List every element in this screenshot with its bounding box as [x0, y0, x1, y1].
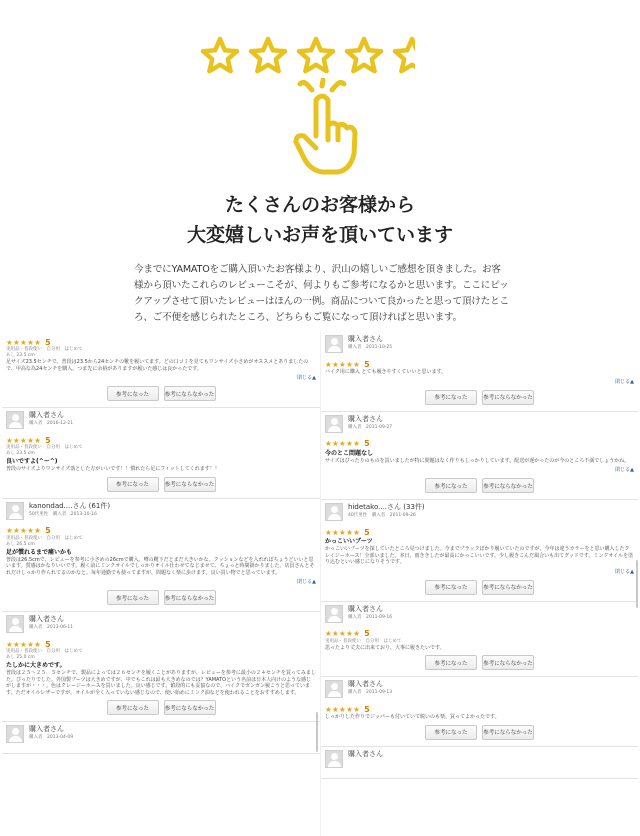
- rating: [325, 439, 634, 449]
- rating-score: 5: [45, 526, 51, 535]
- review-body: 普段は２５〜２５．５センチで、製品によっては２６センチを履くことがありますが、レビューを参考に最小の２４センチを買ってみました。ぴったりでした。外国製ブーツは大きめですが、中でもこれは最も大きめなのでは？YAMATOという名前は日本人向けのような感じがしますが・・・。色はクレージーホースを買いました。良い感じです。値段的にも妥協なので、バイクでガンガン履こうと思っています。ただオイルレザーですが、オイルが全く入っていない感じなので、使い始めにミンク油などを使われることをおすすめします。: [6, 670, 316, 696]
- reviewer-meta: 40代男性 購入者 2011-09-26: [348, 513, 416, 518]
- reviewer-name: kanondad....さん (61件): [29, 501, 111, 510]
- collapse-link[interactable]: 閉じる▲: [615, 568, 634, 575]
- reviewer-info: [348, 750, 383, 759]
- feedback-buttons: [6, 477, 316, 492]
- reviewer-meta: 購入者 2011-09-16: [348, 614, 393, 620]
- rating-score: 5: [364, 439, 370, 448]
- reviewer-header: [325, 750, 634, 772]
- collapse-link[interactable]: 閉じる▲: [615, 467, 634, 473]
- intro-text: 今までにYAMATOをご購入頂いたお客様より、沢山の嬉しいご感想を頂きました。お客様から頂いたこれらのレビューこそが、何よりもご参考になるかと思います。ここにピックアップさせて頂いたレビューはほんの一例。商品について良かったと思って頂けたところ、ご不便を感じられたところ、どちらもご覧になって頂ければと思います。: [134, 264, 509, 323]
- collapse-link[interactable]: 閉じる▲: [297, 579, 316, 585]
- star-icon: [248, 36, 288, 76]
- reviewer-meta: 購入者 2011-09-13: [348, 690, 393, 695]
- pointing-hand-icon: [282, 78, 362, 178]
- rating-stars: ★★★★★: [325, 527, 361, 537]
- rating: [325, 629, 634, 639]
- reviewer-info: [348, 680, 392, 696]
- reviewer-header: [325, 605, 634, 627]
- rating-score: 5: [45, 337, 51, 347]
- review-title: たしかに大きめです。: [6, 662, 66, 669]
- reviewer-info: [29, 725, 73, 741]
- purchase-info: 実用品・普段使い 自分用 はじめて: [6, 649, 83, 654]
- review-body: 普段は26.5cmで、レビューを参考に小さめの26cmで購入。噂の靴下だとまだ大きいかな。クッションなどを入れればちょうどいいと思います。質感はかなりいいです。履く前にミンクオイルでしっかりオイル仕わせてなじませて、ちょっと時間掛かりました。店員さんとそれだけしっかり作られてるのかなと。毎年通勤でも使ってますが、問題なく楽に歩けます。良い買い物でと思っています。: [6, 556, 315, 576]
- avatar: [6, 725, 24, 743]
- title-line-2: 大変嬉しいお声を頂いています: [186, 224, 453, 246]
- review-title: 今のとこ問題なし: [325, 449, 374, 457]
- feedback-buttons: [325, 725, 634, 740]
- review-body: 足サイズ23.5センチで、普段は23.5から24センチの靴を履いてます。どの口コミを見てもワンサイズ小さめがオススメとありましたので、甲高な為24センチを購入。つま先に余裕がありますが履いた感じは良かったです。: [6, 359, 309, 372]
- reviewer-header: [325, 335, 634, 357]
- purchase-info: 実用品・普段使い 自分用 はじめて: [6, 535, 83, 541]
- avatar: [325, 680, 343, 698]
- feedback-buttons: [325, 580, 634, 595]
- feedback-buttons: [6, 700, 316, 715]
- reviewer-header: [325, 415, 634, 437]
- purchase-info: あし 23.5 cm: [6, 451, 35, 456]
- review-card: [321, 602, 638, 678]
- rating: [325, 527, 634, 537]
- feedback-buttons: [325, 390, 634, 405]
- review-card: [321, 747, 638, 779]
- reviewer-header: [6, 502, 316, 524]
- rating: [6, 337, 316, 347]
- rating-score: 5: [364, 527, 370, 537]
- purchase-info: あし 25.0 cm: [6, 655, 35, 660]
- helpful-button[interactable]: 参考になった: [425, 390, 477, 405]
- review-card: [321, 500, 638, 602]
- reviewer-meta: 購入者 2013-04-09: [29, 735, 74, 740]
- avatar: [325, 605, 343, 623]
- review-card: [2, 612, 320, 722]
- rating-score: 5: [45, 435, 51, 445]
- review-title: かっこいいブーツ: [325, 538, 373, 545]
- helpful-button[interactable]: 参考になった: [107, 386, 159, 401]
- review-column-left[interactable]: [2, 332, 320, 836]
- feedback-buttons: [6, 590, 316, 605]
- reviewer-info: [29, 411, 73, 427]
- reviewer-info: [29, 615, 73, 631]
- reviewer-meta: 購入者 2011-09-27: [348, 424, 393, 430]
- feedback-buttons: [325, 655, 634, 670]
- rating-score: 5: [364, 629, 370, 638]
- reviewer-name: 購入者さん: [29, 615, 64, 623]
- reviewer-info: [348, 415, 392, 431]
- reviewer-info: [29, 502, 110, 518]
- avatar: [325, 750, 343, 768]
- avatar: [6, 411, 24, 429]
- reviewer-info: [348, 335, 392, 351]
- reviewer-meta: 購入者 2016-12-21: [29, 421, 74, 426]
- review-card: [2, 722, 320, 754]
- review-card: [2, 499, 320, 613]
- avatar: [6, 615, 24, 633]
- reviewer-name: 購入者さん: [348, 335, 383, 343]
- reviewer-name: 購入者さん: [348, 414, 383, 423]
- not-helpful-button[interactable]: 参考にならなかった: [482, 655, 534, 670]
- reviewer-meta: 購入者 2011-10-25: [348, 345, 393, 350]
- rating-score: 5: [364, 704, 370, 714]
- avatar: [6, 502, 24, 520]
- review-body: 普段のサイズよりワンサイズ落とした方がいいです！！慣れたら足にフィットしてくれます！！: [6, 466, 220, 472]
- reviewer-name: 購入者さん: [29, 725, 64, 733]
- left-scrollbar-thumb[interactable]: [316, 712, 318, 752]
- review-card: [321, 412, 638, 501]
- rating: [6, 526, 316, 536]
- reviewer-header: [6, 725, 316, 747]
- hero-section: [0, 0, 640, 330]
- rating: [6, 435, 316, 445]
- reviewer-name: 購入者さん: [29, 411, 64, 419]
- rating-score: 5: [364, 359, 370, 369]
- reviewer-name: hidetako....さん (33件): [348, 503, 425, 511]
- review-card: [2, 332, 320, 408]
- helpful-button[interactable]: 参考になった: [425, 580, 477, 595]
- reviewer-meta: 購入者 2013-06-11: [29, 625, 74, 630]
- page-title: [0, 190, 640, 250]
- helpful-button[interactable]: 参考になった: [107, 590, 159, 605]
- title-line-1: たくさんのお客様から: [224, 194, 415, 216]
- review-card: [2, 408, 320, 499]
- review-body: しっかりした作りでジッパーも付いていて脱いのも楽、買ってよかったです。: [325, 714, 500, 720]
- rating-stars: ★★★★★: [325, 439, 361, 448]
- right-scrollbar-thumb[interactable]: [636, 560, 638, 608]
- avatar: [325, 335, 343, 353]
- reviewer-info: [348, 503, 425, 519]
- rating-stars: ★★★★★: [325, 359, 361, 369]
- feedback-buttons: [6, 386, 316, 401]
- review-card: [321, 332, 638, 412]
- reviewer-header: [6, 411, 316, 433]
- rating-stars: ★★★★★: [6, 337, 42, 347]
- not-helpful-button[interactable]: 参考にならなかった: [482, 478, 534, 493]
- star-icon: [200, 36, 240, 76]
- purchase-info: 実用品・普段使い 自分用 はじめて: [6, 445, 83, 450]
- review-body: バイク用に購入 とても履きやすくていいと思います。: [325, 369, 447, 375]
- reviewer-name: 購入者さん: [348, 680, 383, 688]
- reviewer-header: [325, 503, 634, 525]
- not-helpful-button[interactable]: 参考にならなかった: [482, 580, 534, 595]
- reviewer-header: [6, 615, 316, 637]
- not-helpful-button[interactable]: 参考にならなかった: [164, 477, 216, 492]
- helpful-button[interactable]: 参考になった: [107, 477, 159, 492]
- star-icon: [344, 36, 384, 76]
- rating: [6, 639, 316, 649]
- rating-stars: ★★★★★: [6, 639, 42, 649]
- review-card: [321, 677, 638, 747]
- rating: [325, 359, 634, 369]
- avatar: [325, 503, 343, 521]
- rating-stars: ★★★★★: [325, 704, 361, 714]
- rating: [325, 704, 634, 714]
- rating-stars: ★★★★★: [6, 435, 42, 445]
- reviewer-header: [325, 680, 634, 702]
- star-icon: [296, 36, 336, 76]
- purchase-info: 実用品・普段使い 自分用 はじめて: [6, 347, 83, 352]
- rating-score: 5: [45, 639, 51, 649]
- not-helpful-button[interactable]: 参考にならなかった: [164, 386, 216, 401]
- helpful-button[interactable]: 参考になった: [425, 655, 477, 670]
- purchase-info: あし 26.5 cm: [6, 541, 35, 547]
- five-stars-graphic: [200, 36, 415, 76]
- not-helpful-button[interactable]: 参考にならなかった: [482, 390, 534, 405]
- reviewer-meta: 50代男性 購入者 2013-10-16: [29, 511, 97, 517]
- reviewer-info: [348, 605, 392, 621]
- rating-stars: ★★★★★: [325, 629, 361, 638]
- review-body: 思ったより丈夫に出来ており、大事に履きたいです。: [325, 644, 445, 651]
- review-title: 良いですよ(^ー^): [6, 458, 58, 465]
- not-helpful-button[interactable]: 参考にならなかった: [164, 700, 216, 715]
- helpful-button[interactable]: 参考になった: [425, 725, 477, 740]
- purchase-info: あし 23.5 cm: [6, 353, 35, 358]
- reviewer-name: 購入者さん: [348, 749, 383, 758]
- not-helpful-button[interactable]: 参考にならなかった: [164, 590, 216, 605]
- review-title: 足が慣れるまで痛いかも: [6, 548, 73, 556]
- star-icon: [392, 36, 415, 76]
- rating-stars: ★★★★★: [6, 526, 42, 535]
- helpful-button[interactable]: 参考になった: [107, 700, 159, 715]
- feedback-buttons: [325, 478, 634, 493]
- not-helpful-button[interactable]: 参考にならなかった: [482, 725, 534, 740]
- purchase-info: 実用品・普段使い 自分用 はじめて: [325, 638, 402, 644]
- review-body: かっこいいブーツを探していたところ見つけました。今までブラックばかり履いていたのですが、今年は違うカラーをと思い購入したクレイジーホース！全部いました。本日、雨ききしたが最高にかっこいいです。少し履きこんだ風合いも出てグッドです。ミンクオイルを塗り込むといい感じになりそうです。: [325, 546, 634, 565]
- collapse-link[interactable]: 閉じる▲: [297, 375, 316, 381]
- review-column-right[interactable]: [320, 332, 638, 836]
- reviewer-name: 購入者さん: [348, 604, 383, 613]
- collapse-link[interactable]: 閉じる▲: [615, 378, 634, 385]
- helpful-button[interactable]: 参考になった: [425, 478, 477, 493]
- avatar: [325, 415, 343, 433]
- review-body: サイズはぴったりのものを買いましたが特に問題はなく作りもしっかりしています。配送が遅かったのが今のところ不満でしょうかね。: [325, 457, 630, 464]
